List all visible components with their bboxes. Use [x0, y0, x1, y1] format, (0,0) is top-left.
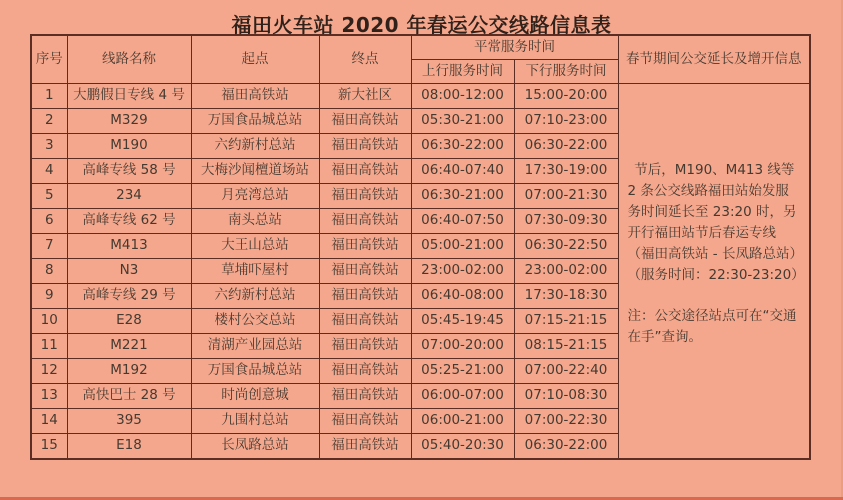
cell-destination: 福田高铁站: [319, 334, 411, 359]
cell-origin: 六约新村总站: [191, 284, 319, 309]
cell-origin: 六约新村总站: [191, 134, 319, 159]
header-up-service: 上行服务时间: [411, 60, 514, 84]
cell-up: 05:45-19:45: [411, 309, 514, 334]
cell-route: 高峰专线 29 号: [67, 284, 191, 309]
cell-destination: 福田高铁站: [319, 359, 411, 384]
cell-destination: 福田高铁站: [319, 134, 411, 159]
cell-origin: 时尚创意城: [191, 384, 319, 409]
cell-up: 05:30-21:00: [411, 109, 514, 134]
cell-up: 06:00-21:00: [411, 409, 514, 434]
cell-index: 6: [31, 209, 67, 234]
cell-route: 高峰专线 58 号: [67, 159, 191, 184]
cell-index: 4: [31, 159, 67, 184]
cell-up: 23:00-02:00: [411, 259, 514, 284]
cell-up: 05:00-21:00: [411, 234, 514, 259]
cell-index: 11: [31, 334, 67, 359]
cell-route: M413: [67, 234, 191, 259]
cell-down: 15:00-20:00: [514, 84, 618, 109]
cell-destination: 福田高铁站: [319, 184, 411, 209]
cell-down: 23:00-02:00: [514, 259, 618, 284]
header-route: 线路名称: [67, 35, 191, 84]
cell-down: 06:30-22:00: [514, 134, 618, 159]
cell-up: 06:30-21:00: [411, 184, 514, 209]
header-row-1: [31, 35, 810, 60]
cell-route: M221: [67, 334, 191, 359]
cell-down: 07:30-09:30: [514, 209, 618, 234]
cell-origin: 清湖产业园总站: [191, 334, 319, 359]
cell-down: 07:15-21:15: [514, 309, 618, 334]
cell-destination: 福田高铁站: [319, 259, 411, 284]
header-index: 序号: [31, 35, 67, 84]
cell-up: 06:00-07:00: [411, 384, 514, 409]
cell-destination: 福田高铁站: [319, 384, 411, 409]
cell-up: 06:40-07:50: [411, 209, 514, 234]
spring-note-remark: 注：公交途径站点可在“交通在手”查询。: [627, 307, 797, 345]
cell-origin: 万国食品城总站: [191, 109, 319, 134]
cell-route: 234: [67, 184, 191, 209]
cell-destination: 福田高铁站: [319, 109, 411, 134]
cell-index: 14: [31, 409, 67, 434]
cell-down: 07:10-08:30: [514, 384, 618, 409]
cell-down: 07:00-22:30: [514, 409, 618, 434]
cell-down: 17:30-18:30: [514, 284, 618, 309]
cell-route: M329: [67, 109, 191, 134]
cell-route: M192: [67, 359, 191, 384]
cell-index: 8: [31, 259, 67, 284]
cell-destination: 福田高铁站: [319, 159, 411, 184]
cell-up: 05:40-20:30: [411, 434, 514, 460]
cell-up: 05:25-21:00: [411, 359, 514, 384]
cell-destination: 福田高铁站: [319, 309, 411, 334]
cell-index: 10: [31, 309, 67, 334]
header-down-service: 下行服务时间: [514, 60, 618, 84]
header-normal-service: 平常服务时间: [411, 35, 618, 60]
cell-origin: 福田高铁站: [191, 84, 319, 109]
cell-index: 15: [31, 434, 67, 460]
cell-destination: 福田高铁站: [319, 409, 411, 434]
cell-origin: 草埔吓屋村: [191, 259, 319, 284]
cell-down: 08:15-21:15: [514, 334, 618, 359]
table-row: [31, 84, 810, 109]
cell-down: 17:30-19:00: [514, 159, 618, 184]
cell-route: 高快巴士 28 号: [67, 384, 191, 409]
cell-origin: 大梅沙闻檀道场站: [191, 159, 319, 184]
cell-index: 1: [31, 84, 67, 109]
cell-down: 07:00-22:40: [514, 359, 618, 384]
cell-up: 08:00-12:00: [411, 84, 514, 109]
cell-destination: 福田高铁站: [319, 434, 411, 460]
cell-route: M190: [67, 134, 191, 159]
cell-route: 大鹏假日专线 4 号: [67, 84, 191, 109]
header-spring-info: 春节期间公交延长及增开信息: [618, 35, 810, 84]
table-header: [31, 35, 810, 84]
cell-origin: 九围村总站: [191, 409, 319, 434]
cell-down: 06:30-22:50: [514, 234, 618, 259]
spring-info-cell: [618, 84, 810, 460]
cell-destination: 福田高铁站: [319, 284, 411, 309]
cell-index: 13: [31, 384, 67, 409]
cell-origin: 月亮湾总站: [191, 184, 319, 209]
cell-down: 07:10-23:00: [514, 109, 618, 134]
cell-index: 7: [31, 234, 67, 259]
cell-index: 9: [31, 284, 67, 309]
cell-route: 395: [67, 409, 191, 434]
cell-origin: 万国食品城总站: [191, 359, 319, 384]
bus-schedule-table: [30, 34, 811, 460]
cell-up: 06:30-22:00: [411, 134, 514, 159]
cell-index: 5: [31, 184, 67, 209]
cell-down: 06:30-22:00: [514, 434, 618, 460]
spring-note-main: 节后，M190、M413 线等 2 条公交线路福田站始发服务时间延长至 23:20 时，另开行福田站节后春运专线（福田高铁站 - 长凤路总站）（服务时间：22:30-23:20）: [627, 162, 805, 283]
cell-down: 07:00-21:30: [514, 184, 618, 209]
cell-origin: 楼村公交总站: [191, 309, 319, 334]
cell-up: 06:40-07:40: [411, 159, 514, 184]
page-title: 福田火车站 2020 年春运公交线路信息表: [231, 13, 612, 37]
cell-route: E28: [67, 309, 191, 334]
cell-index: 2: [31, 109, 67, 134]
cell-destination: 福田高铁站: [319, 209, 411, 234]
cell-destination: 福田高铁站: [319, 234, 411, 259]
table-body: [31, 84, 810, 460]
cell-route: N3: [67, 259, 191, 284]
cell-origin: 南头总站: [191, 209, 319, 234]
cell-index: 12: [31, 359, 67, 384]
header-origin: 起点: [191, 35, 319, 84]
cell-origin: 长凤路总站: [191, 434, 319, 460]
cell-route: E18: [67, 434, 191, 460]
cell-index: 3: [31, 134, 67, 159]
cell-origin: 大王山总站: [191, 234, 319, 259]
cell-route: 高峰专线 62 号: [67, 209, 191, 234]
cell-up: 06:40-08:00: [411, 284, 514, 309]
cell-up: 07:00-20:00: [411, 334, 514, 359]
header-destination: 终点: [319, 35, 411, 84]
cell-destination: 新大社区: [319, 84, 411, 109]
